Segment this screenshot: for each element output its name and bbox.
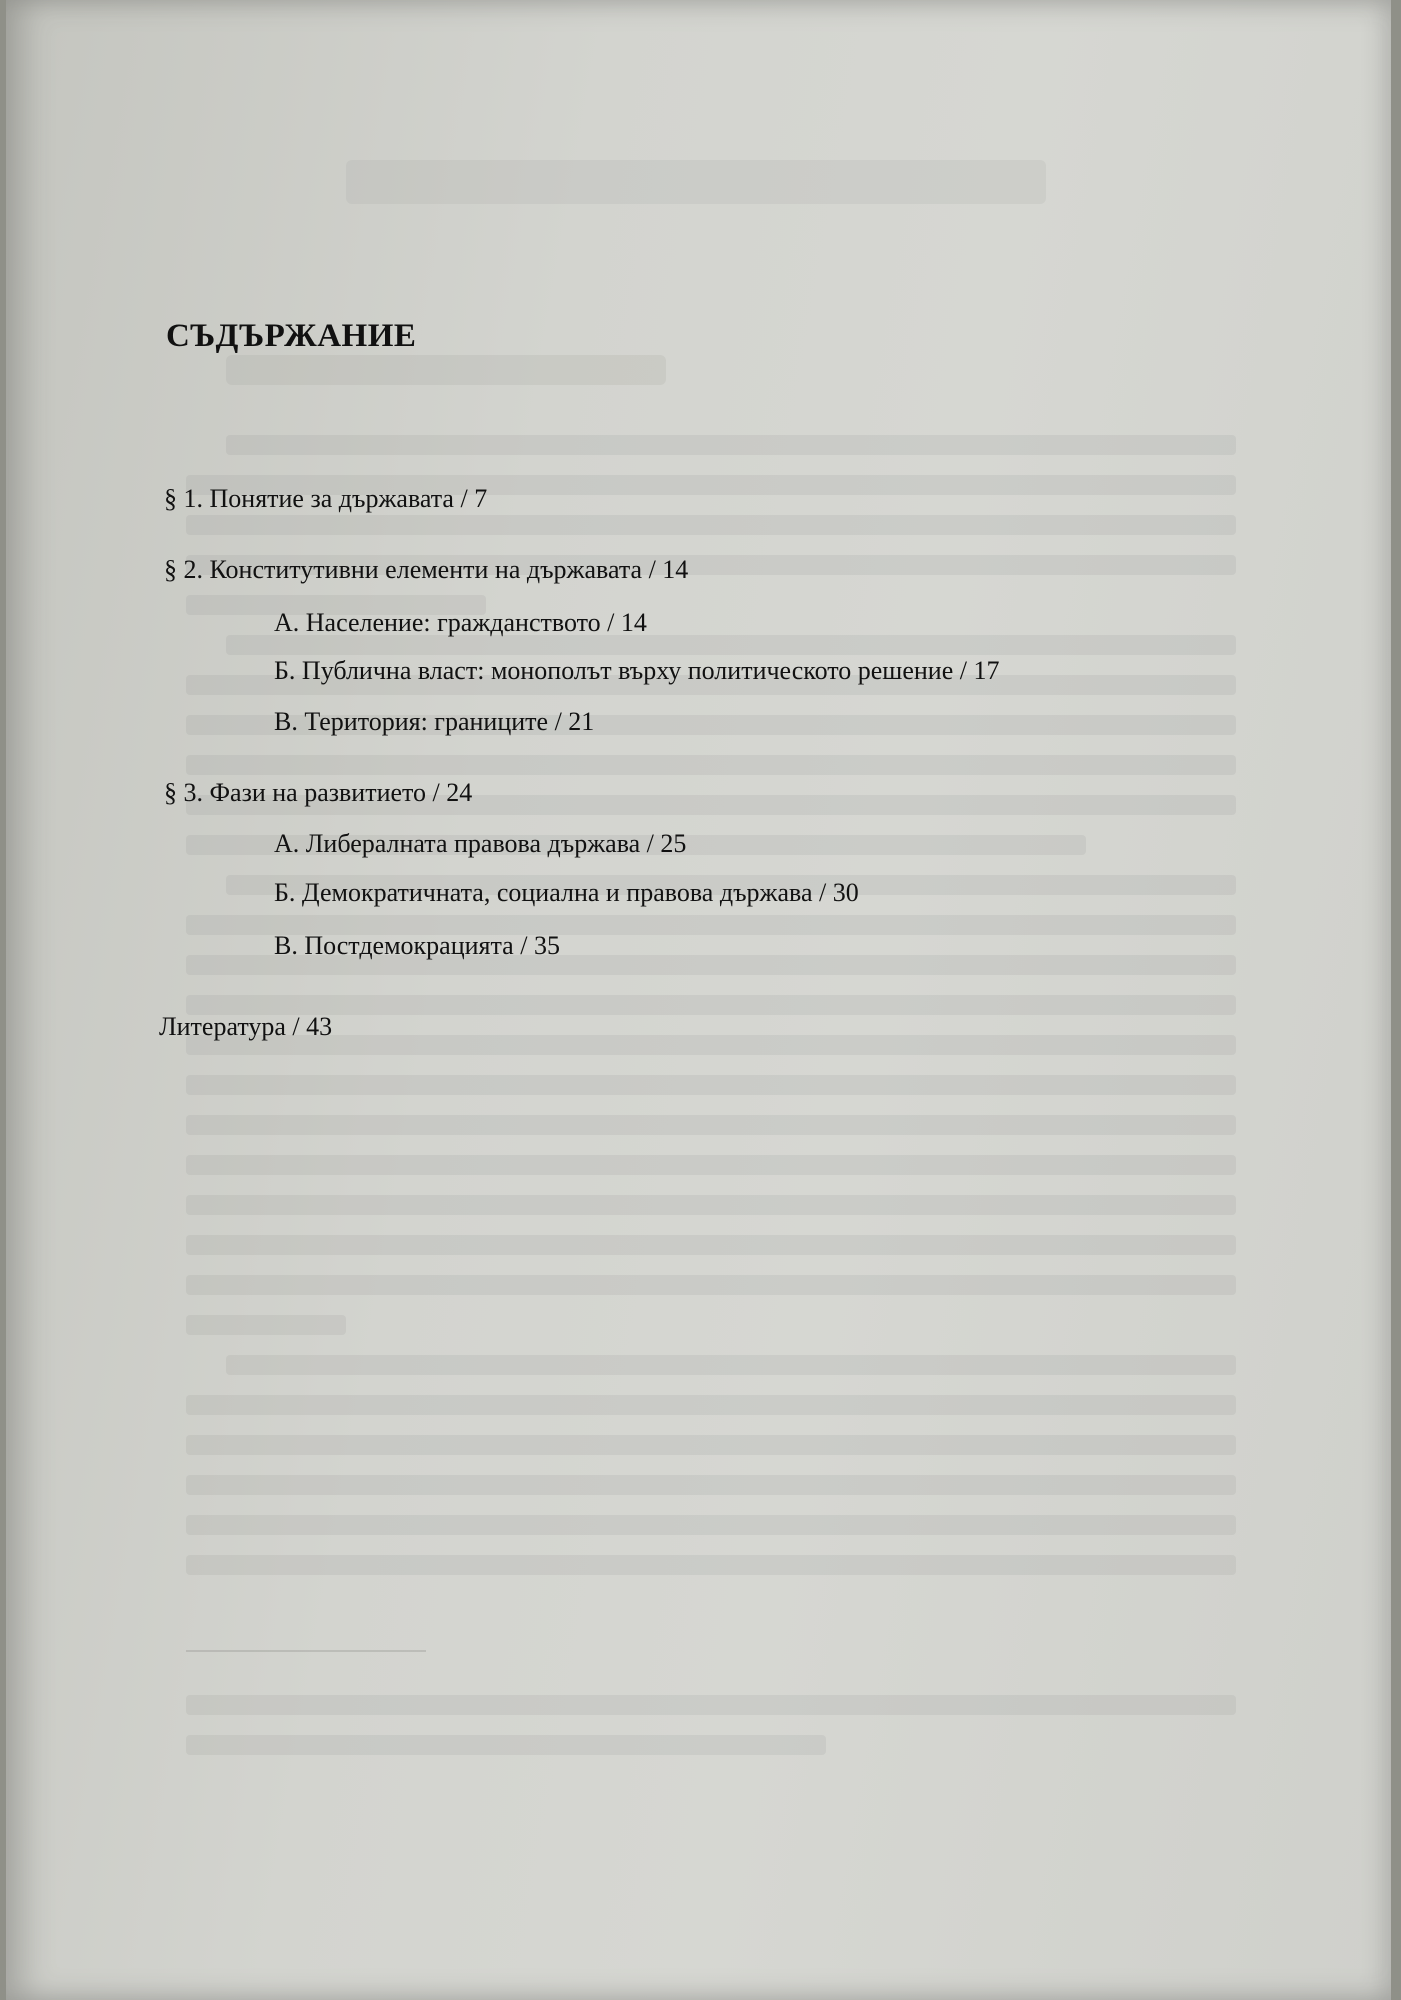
document-page [6, 0, 1391, 2000]
toc-entry-section-2-c: В. Територия: границите / 21 [274, 707, 595, 736]
toc-entry-section-3-b: Б. Демократичната, социална и правова държава / 30 [274, 878, 859, 907]
toc-entry-section-3-c: В. Постдемокрацията / 35 [274, 931, 560, 960]
table-of-contents [6, 0, 1391, 2000]
toc-entry-section-3: § 3. Фази на развитието / 24 [164, 778, 473, 807]
page-title: СЪДЪРЖАНИЕ [166, 318, 417, 354]
toc-entry-section-1: § 1. Понятие за държавата / 7 [164, 484, 488, 513]
toc-entry-section-2-b: Б. Публична власт: монополът върху политическото решение / 17 [274, 656, 1000, 685]
toc-entry-section-2-a: А. Население: гражданството / 14 [274, 608, 647, 637]
toc-entry-section-3-a: А. Либералната правова държава / 25 [274, 829, 687, 858]
toc-entry-literature: Литература / 43 [159, 1012, 333, 1041]
toc-entry-section-2: § 2. Конститутивни елементи на държавата / 14 [164, 555, 689, 584]
